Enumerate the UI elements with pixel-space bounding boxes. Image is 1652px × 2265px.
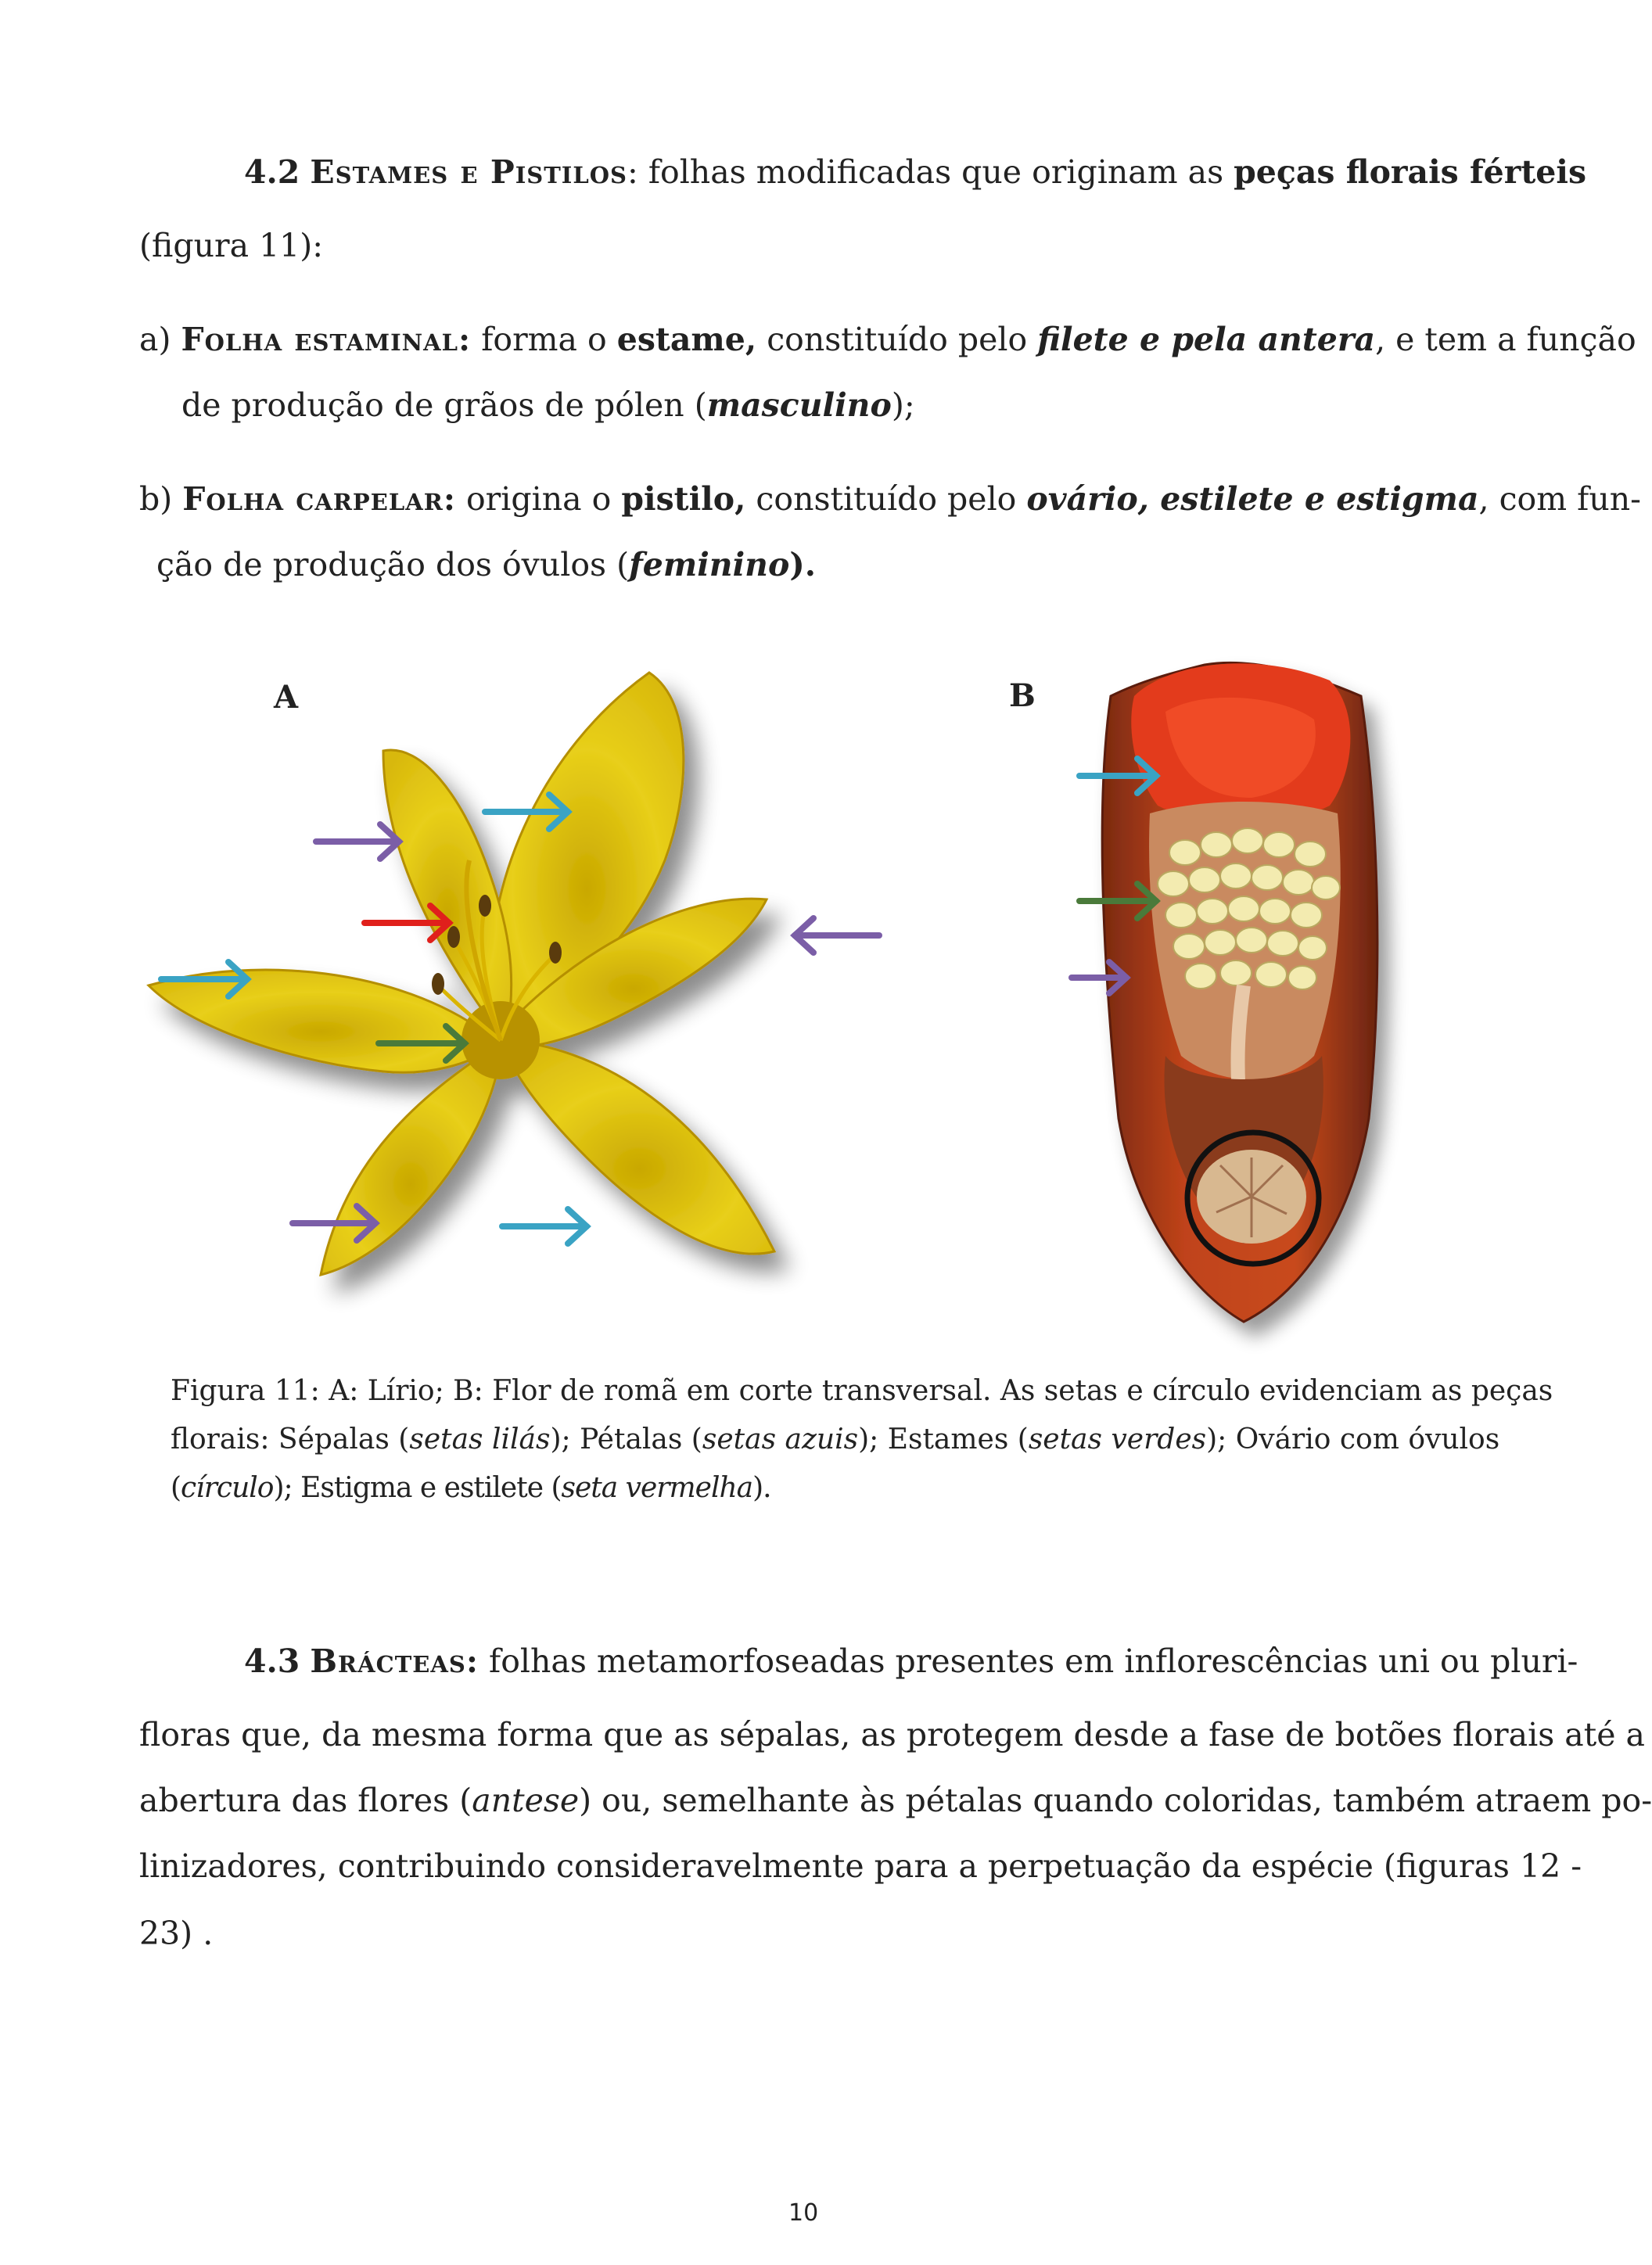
section-text: folhas modificadas que originam as xyxy=(637,153,1234,191)
lily-flower-image xyxy=(149,657,915,1298)
figure-label-a: A xyxy=(274,679,299,716)
term-pistilo: pistilo, xyxy=(621,480,746,518)
section-4-2-heading xyxy=(244,153,1586,191)
section-title: Estames e Pistilos xyxy=(310,153,627,191)
italic-text: setas azuis xyxy=(702,1423,859,1456)
section-4-3-line3 xyxy=(139,1782,1652,1819)
list-item-a xyxy=(139,321,1636,358)
section-4-3-line4: linizadores, contribuindo consideravelmente para a perpetuação da espécie (figuras 12 - xyxy=(139,1847,1582,1885)
term-estame: estame, xyxy=(616,321,757,358)
list-marker: b) xyxy=(139,480,173,518)
section-title: Brácteas: xyxy=(310,1642,479,1680)
text: ); Pétalas ( xyxy=(550,1423,702,1456)
text: ); xyxy=(891,386,915,424)
caption-line3 xyxy=(171,1464,1469,1513)
italic-text: setas verdes xyxy=(1028,1423,1207,1456)
list-item-b xyxy=(139,480,1641,518)
text: , com fun- xyxy=(1478,480,1641,518)
arrow-sepala-icon xyxy=(1072,962,1126,993)
text: forma o xyxy=(471,321,617,358)
text: ). xyxy=(789,546,817,583)
arrow-estigma-icon xyxy=(365,906,449,940)
section-number: 4.3 xyxy=(244,1642,300,1680)
text: origina o xyxy=(455,480,622,518)
section-4-3-line5: 23) . xyxy=(139,1915,214,1952)
italic-text: seta vermelha xyxy=(561,1472,753,1504)
section-4-2-line2: (figura 11): xyxy=(139,227,324,264)
section-number: 4.2 xyxy=(244,153,300,191)
term-filete-antera: filete e pela antera xyxy=(1037,321,1376,358)
list-marker: a) xyxy=(139,321,171,358)
text: ); Estigma e estilete ( xyxy=(273,1472,562,1504)
text: ); Ovário com óvulos xyxy=(1206,1423,1500,1456)
term-folha-estaminal: Folha estaminal: xyxy=(181,321,472,358)
term-masculino: masculino xyxy=(706,386,892,424)
text: folhas metamorfoseadas presentes em inflorescências uni ou pluri- xyxy=(479,1642,1578,1680)
italic-text: setas lilás xyxy=(409,1423,551,1456)
page-number: 10 xyxy=(788,2199,819,2227)
term-feminino: feminino xyxy=(629,546,790,583)
list-item-a-line2 xyxy=(181,386,915,424)
figure-label-b: B xyxy=(1009,677,1036,714)
caption-line1: Figura 11: A: Lírio; B: Flor de romã em corte transversal. As setas e círculo evidenciam as peças xyxy=(171,1375,1553,1407)
section-bold-term: peças florais férteis xyxy=(1234,153,1587,191)
italic-text: círculo xyxy=(181,1472,274,1504)
text: de produção de grãos de pólen ( xyxy=(181,386,707,424)
term-ovario-estilete-estigma: ovário, estilete e estigma xyxy=(1026,480,1479,518)
term-antese: antese xyxy=(472,1782,580,1819)
section-4-3-heading xyxy=(244,1642,1578,1680)
pomegranate-flower-section-image xyxy=(1048,649,1455,1337)
text: ção de produção dos óvulos ( xyxy=(156,546,630,583)
caption-line2 xyxy=(171,1416,1500,1464)
arrow-petala-icon xyxy=(502,1209,587,1244)
text: ); Estames ( xyxy=(858,1423,1029,1456)
section-4-3-line2: floras que, da mesma forma que as sépalas, as protegem desde a fase de botões florais até a xyxy=(139,1716,1645,1753)
text: ). xyxy=(752,1472,771,1504)
text: constituído pelo xyxy=(745,480,1027,518)
text: ) ou, semelhante às pétalas quando coloridas, também atraem po- xyxy=(579,1782,1652,1819)
term-folha-carpelar: Folha carpelar: xyxy=(182,480,456,518)
text: ( xyxy=(171,1472,181,1504)
arrow-sepala-icon xyxy=(316,824,399,859)
text: abertura das flores ( xyxy=(139,1782,472,1819)
figure-caption xyxy=(171,1367,1553,1513)
text: constituído pelo xyxy=(756,321,1038,358)
text: , e tem a função xyxy=(1375,321,1636,358)
text: florais: Sépalas ( xyxy=(171,1423,410,1456)
section-colon: : xyxy=(627,153,638,191)
list-item-b-line2 xyxy=(156,546,816,583)
arrow-sepala-icon xyxy=(795,918,879,953)
